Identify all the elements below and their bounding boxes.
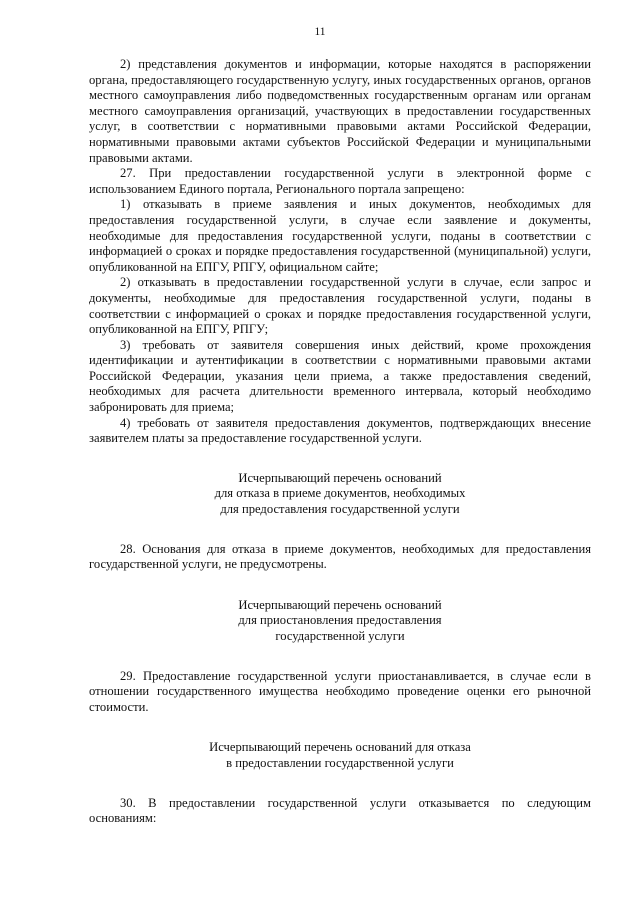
paragraph-27-item-2: 2) отказывать в предоставлении государственной услуги в случае, если запрос и документы, необходимые для предоставления государственной услуги, поданы в соответствии с информацией о сроках и порядке предоставления государственной услуги, опубликованной на ЕПГУ, РПГУ; bbox=[89, 275, 591, 337]
section-heading-suspension bbox=[89, 598, 591, 645]
heading-line: государственной услуги bbox=[275, 629, 405, 643]
heading-line: для приостановления предоставления bbox=[238, 613, 442, 628]
heading-line: для отказа в приеме документов, необходимых bbox=[214, 486, 466, 501]
heading-line: Исчерпывающий перечень оснований bbox=[238, 470, 442, 485]
paragraph-27: 27. При предоставлении государственной услуги в электронной форме с использованием Единого портала, Регионального портала запрещено: bbox=[89, 166, 591, 196]
heading-line: Исчерпывающий перечень оснований bbox=[238, 597, 442, 612]
paragraph-27-item-3: 3) требовать от заявителя совершения иных действий, кроме прохождения идентификации и аутентификации в соответствии с нормативными правовыми актами Российской Федерации, указания цели приема, а также предоставления сведений, необходимых для расчета длительности временного интервала, который необходимо забронировать для приема; bbox=[89, 337, 591, 415]
heading-line: для предоставления государственной услуги bbox=[220, 502, 460, 517]
paragraph-30: 30. В предоставлении государственной услуги отказывается по следующим основаниям: bbox=[89, 795, 591, 826]
paragraph-27-item-4: 4) требовать от заявителя предоставления документов, подтверждающих внесение заявителем платы за предоставление государственной услуги. bbox=[89, 415, 591, 446]
document-body bbox=[89, 57, 591, 827]
paragraph-item-2-documents: 2) представления документов и информации, которые находятся в распоряжении органа, предоставляющего государственную услугу, иных государственных органов, органов местного самоуправления либо подведомственных государственным органам или органам местного самоуправления организаций, участвующих в предоставлении государственных услуг, в соответствии с нормативными правовыми актами Российской Федерации, нормативными правовыми актами субъектов Российской Федерации и муниципальными правовыми актами. bbox=[89, 57, 591, 165]
paragraph-28: 28. Основания для отказа в приеме документов, необходимых для предоставления государственной услуги, не предусмотрены. bbox=[89, 541, 591, 572]
section-heading-refusal-service bbox=[89, 740, 591, 771]
section-heading-refusal-acceptance bbox=[89, 471, 591, 518]
heading-line: Исчерпывающий перечень оснований для отказа bbox=[209, 740, 471, 755]
page-number: 11 bbox=[314, 26, 326, 38]
paragraph-29: 29. Предоставление государственной услуги приостанавливается, в случае если в отношении государственного имущества необходимо проведение оценки его рыночной стоимости. bbox=[89, 668, 591, 714]
paragraph-27-item-1: 1) отказывать в приеме заявления и иных документов, необходимых для предоставления государственной услуги, в случае если заявление и документы, необходимые для предоставления государственной услуги, поданы в соответствии с информацией о сроках и порядке предоставления государственной (муниципальной) услуги, опубликованной на ЕПГУ, РПГУ, официальном сайте; bbox=[89, 197, 591, 274]
heading-line: в предоставлении государственной услуги bbox=[226, 755, 454, 770]
